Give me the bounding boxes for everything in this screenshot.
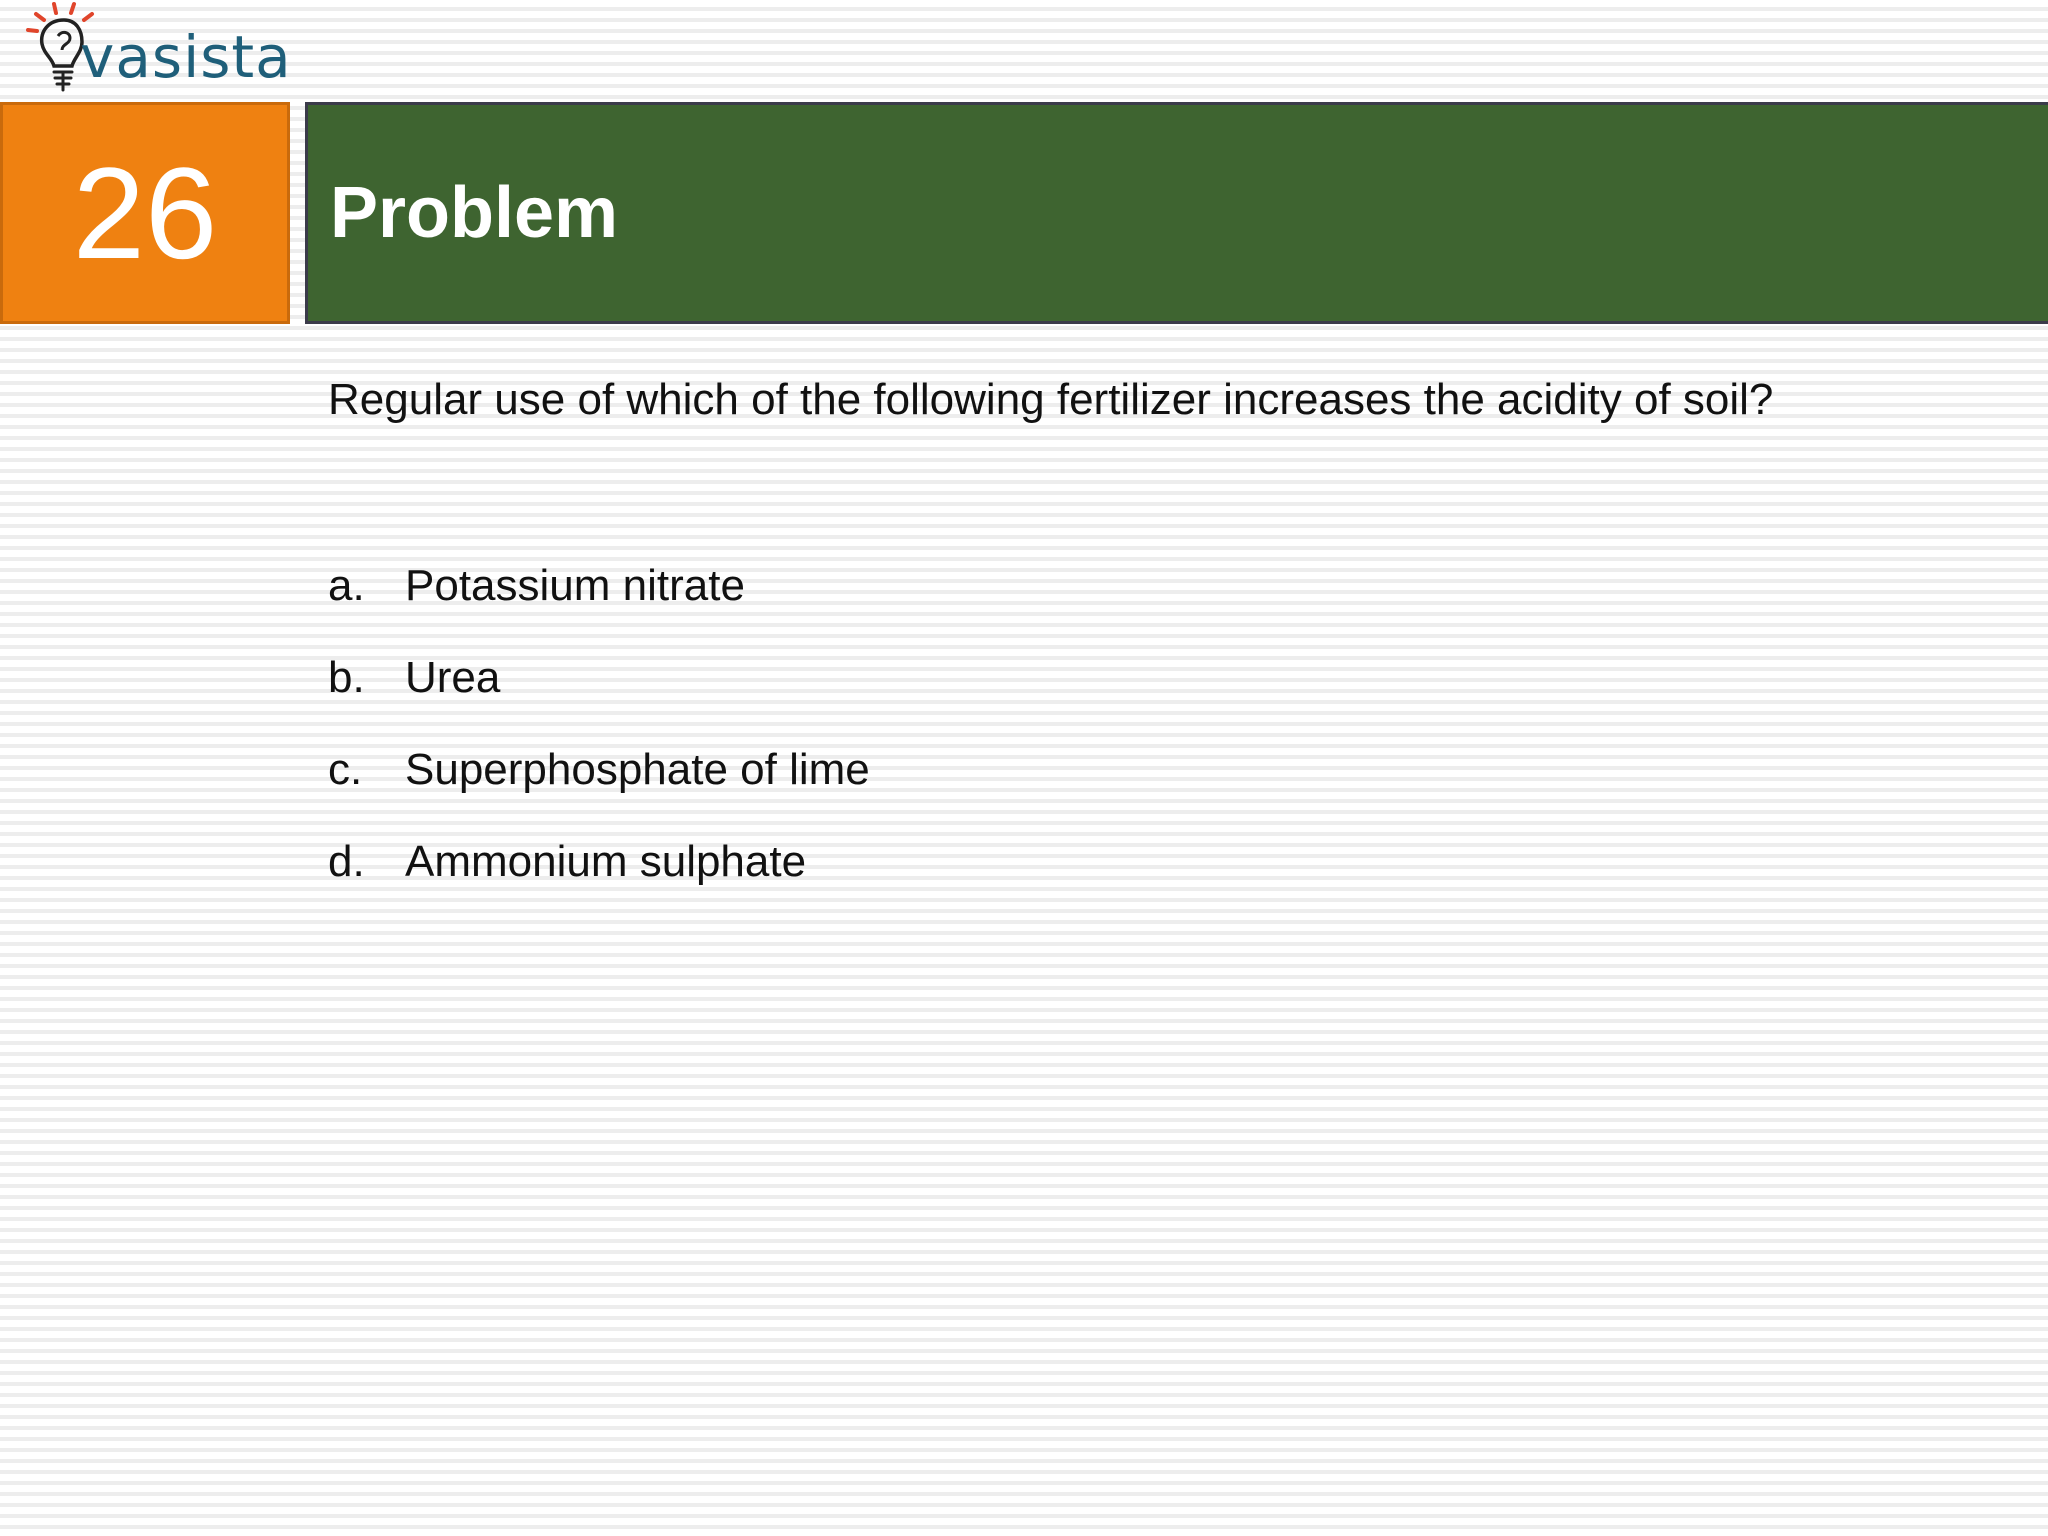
slide-number: 26 (72, 140, 218, 286)
option-text: Superphosphate of lime (405, 745, 870, 794)
option-letter: d. (328, 837, 365, 886)
option-text: Potassium nitrate (405, 561, 745, 610)
logo-text: vasista (80, 23, 292, 91)
slide-number-box (0, 102, 290, 324)
option-text: Urea (405, 653, 501, 702)
option-c (328, 744, 870, 836)
option-letter: a. (328, 561, 365, 610)
option-text: Ammonium sulphate (405, 837, 807, 886)
slide-title: Problem (330, 173, 619, 253)
options-list (328, 560, 870, 928)
option-letter: b. (328, 653, 365, 702)
title-bar (305, 102, 2048, 324)
question-text: Regular use of which of the following fertilizer increases the acidity of soil? (328, 375, 1774, 424)
option-letter: c. (328, 745, 363, 794)
option-a (328, 560, 870, 652)
option-d (328, 836, 870, 928)
vasista-logo (18, 0, 292, 100)
option-b (328, 652, 870, 744)
